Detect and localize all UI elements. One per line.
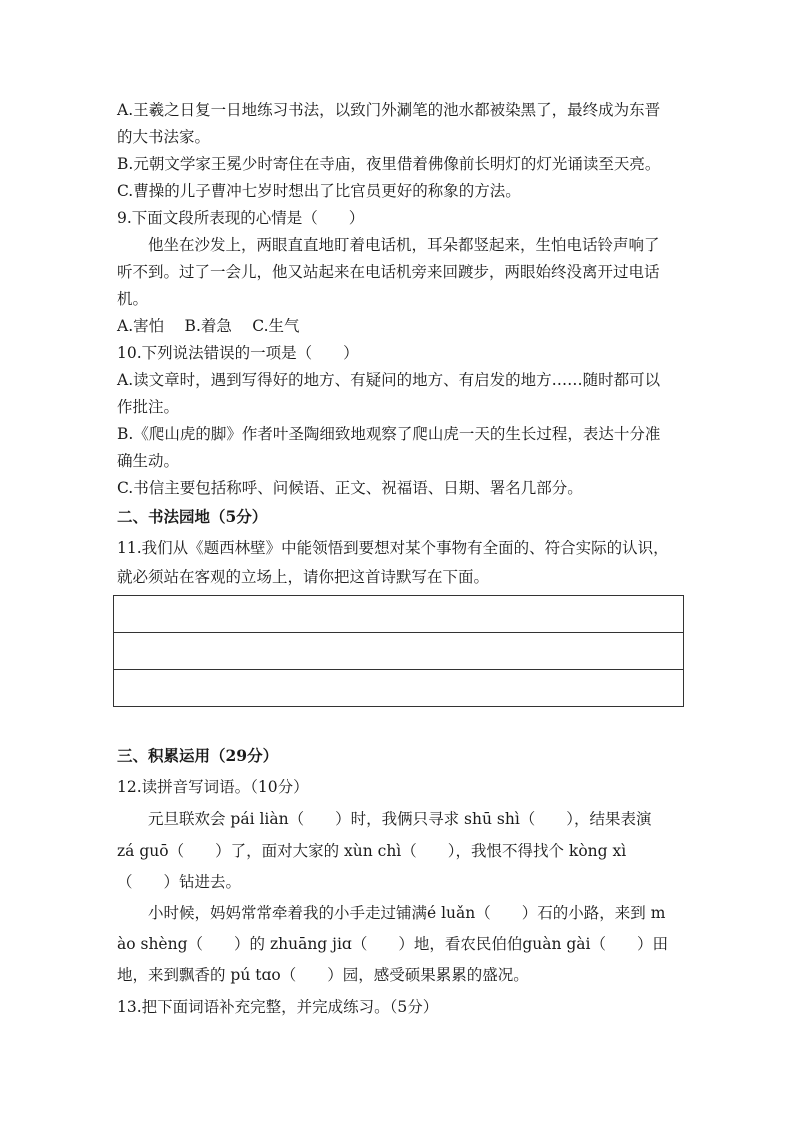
q8-option-c: C.曹操的儿子曹冲七岁时想出了比官员更好的称象的方法。 bbox=[117, 182, 521, 200]
q12-paragraph1-line3: （ ）钻进去。 bbox=[117, 873, 242, 891]
q10-stem: 10.下列说法错误的一项是（ ） bbox=[117, 344, 359, 362]
q8-option-b: B.元朝文学家王冕少时寄住在寺庙，夜里借着佛像前长明灯的灯光诵读至天亮。 bbox=[117, 155, 661, 173]
section-2-heading: 二、书法园地（5分） bbox=[117, 507, 268, 526]
poem-writing-line-3[interactable] bbox=[114, 670, 683, 706]
q12-paragraph1-line1: 元旦联欢会 pái liàn（ ）时，我俩只寻求 shū shì（ ），结果表演 bbox=[148, 810, 652, 828]
q9-stem: 9.下面文段所表现的心情是（ ） bbox=[117, 209, 365, 227]
poem-writing-line-2[interactable] bbox=[114, 633, 683, 670]
q11-line1: 11.我们从《题西林壁》中能领悟到要想对某个事物有全面的、符合实际的认识， bbox=[117, 539, 669, 557]
q9-passage-line1: 他坐在沙发上，两眼直直地盯着电话机，耳朵都竖起来，生怕电话铃声响了 bbox=[148, 236, 660, 254]
poem-writing-line-1[interactable] bbox=[114, 596, 683, 633]
q10-option-c: C.书信主要包括称呼、问候语、正文、祝福语、日期、署名几部分。 bbox=[117, 479, 583, 497]
q9-passage-line3: 机。 bbox=[117, 290, 149, 308]
q10-option-b-line2: 确生动。 bbox=[117, 452, 180, 470]
q9-passage-line2: 听不到。过了一会儿，他又站起来在电话机旁来回踱步，两眼始终没离开过电话 bbox=[117, 263, 660, 281]
q12-paragraph2-line1: 小时候，妈妈常常牵着我的小手走过铺满é luǎn（ ）石的小路，来到 m bbox=[148, 904, 666, 922]
q9-options: A.害怕 B.着急 C.生气 bbox=[117, 317, 300, 335]
q12-paragraph2-line3: 地，来到飘香的 pú tɑo（ ）园，感受硕果累累的盛况。 bbox=[117, 966, 529, 984]
section-3-heading: 三、积累运用（29分） bbox=[117, 746, 279, 765]
q8-option-a-line2: 的大书法家。 bbox=[117, 128, 211, 146]
q12-stem: 12.读拼音写词语。（10分） bbox=[117, 778, 309, 796]
q10-option-a-line1: A.读文章时，遇到写得好的地方、有疑问的地方、有启发的地方……随时都可以 bbox=[117, 371, 661, 389]
q12-paragraph2-line2: ào shèng（ ）的 zhuāng jiɑ（ ）地，看农民伯伯guàn gài（ ）田 bbox=[117, 935, 669, 953]
q12-paragraph1-line2: zá guō（ ）了，面对大家的 xùn chì（ ），我恨不得找个 kòng xì bbox=[117, 842, 627, 860]
q11-line2: 就必须站在客观的立场上，请你把这首诗默写在下面。 bbox=[117, 568, 490, 586]
poem-writing-grid[interactable] bbox=[113, 595, 684, 707]
q10-option-a-line2: 作批注。 bbox=[117, 398, 180, 416]
q10-option-b-line1: B.《爬山虎的脚》作者叶圣陶细致地观察了爬山虎一天的生长过程，表达十分准 bbox=[117, 425, 661, 443]
q8-option-a-line1: A.王羲之日复一日地练习书法，以致门外涮笔的池水都被染黑了，最终成为东晋 bbox=[117, 101, 661, 119]
q13-stem: 13.把下面词语补充完整，并完成练习。（5分） bbox=[117, 998, 439, 1016]
